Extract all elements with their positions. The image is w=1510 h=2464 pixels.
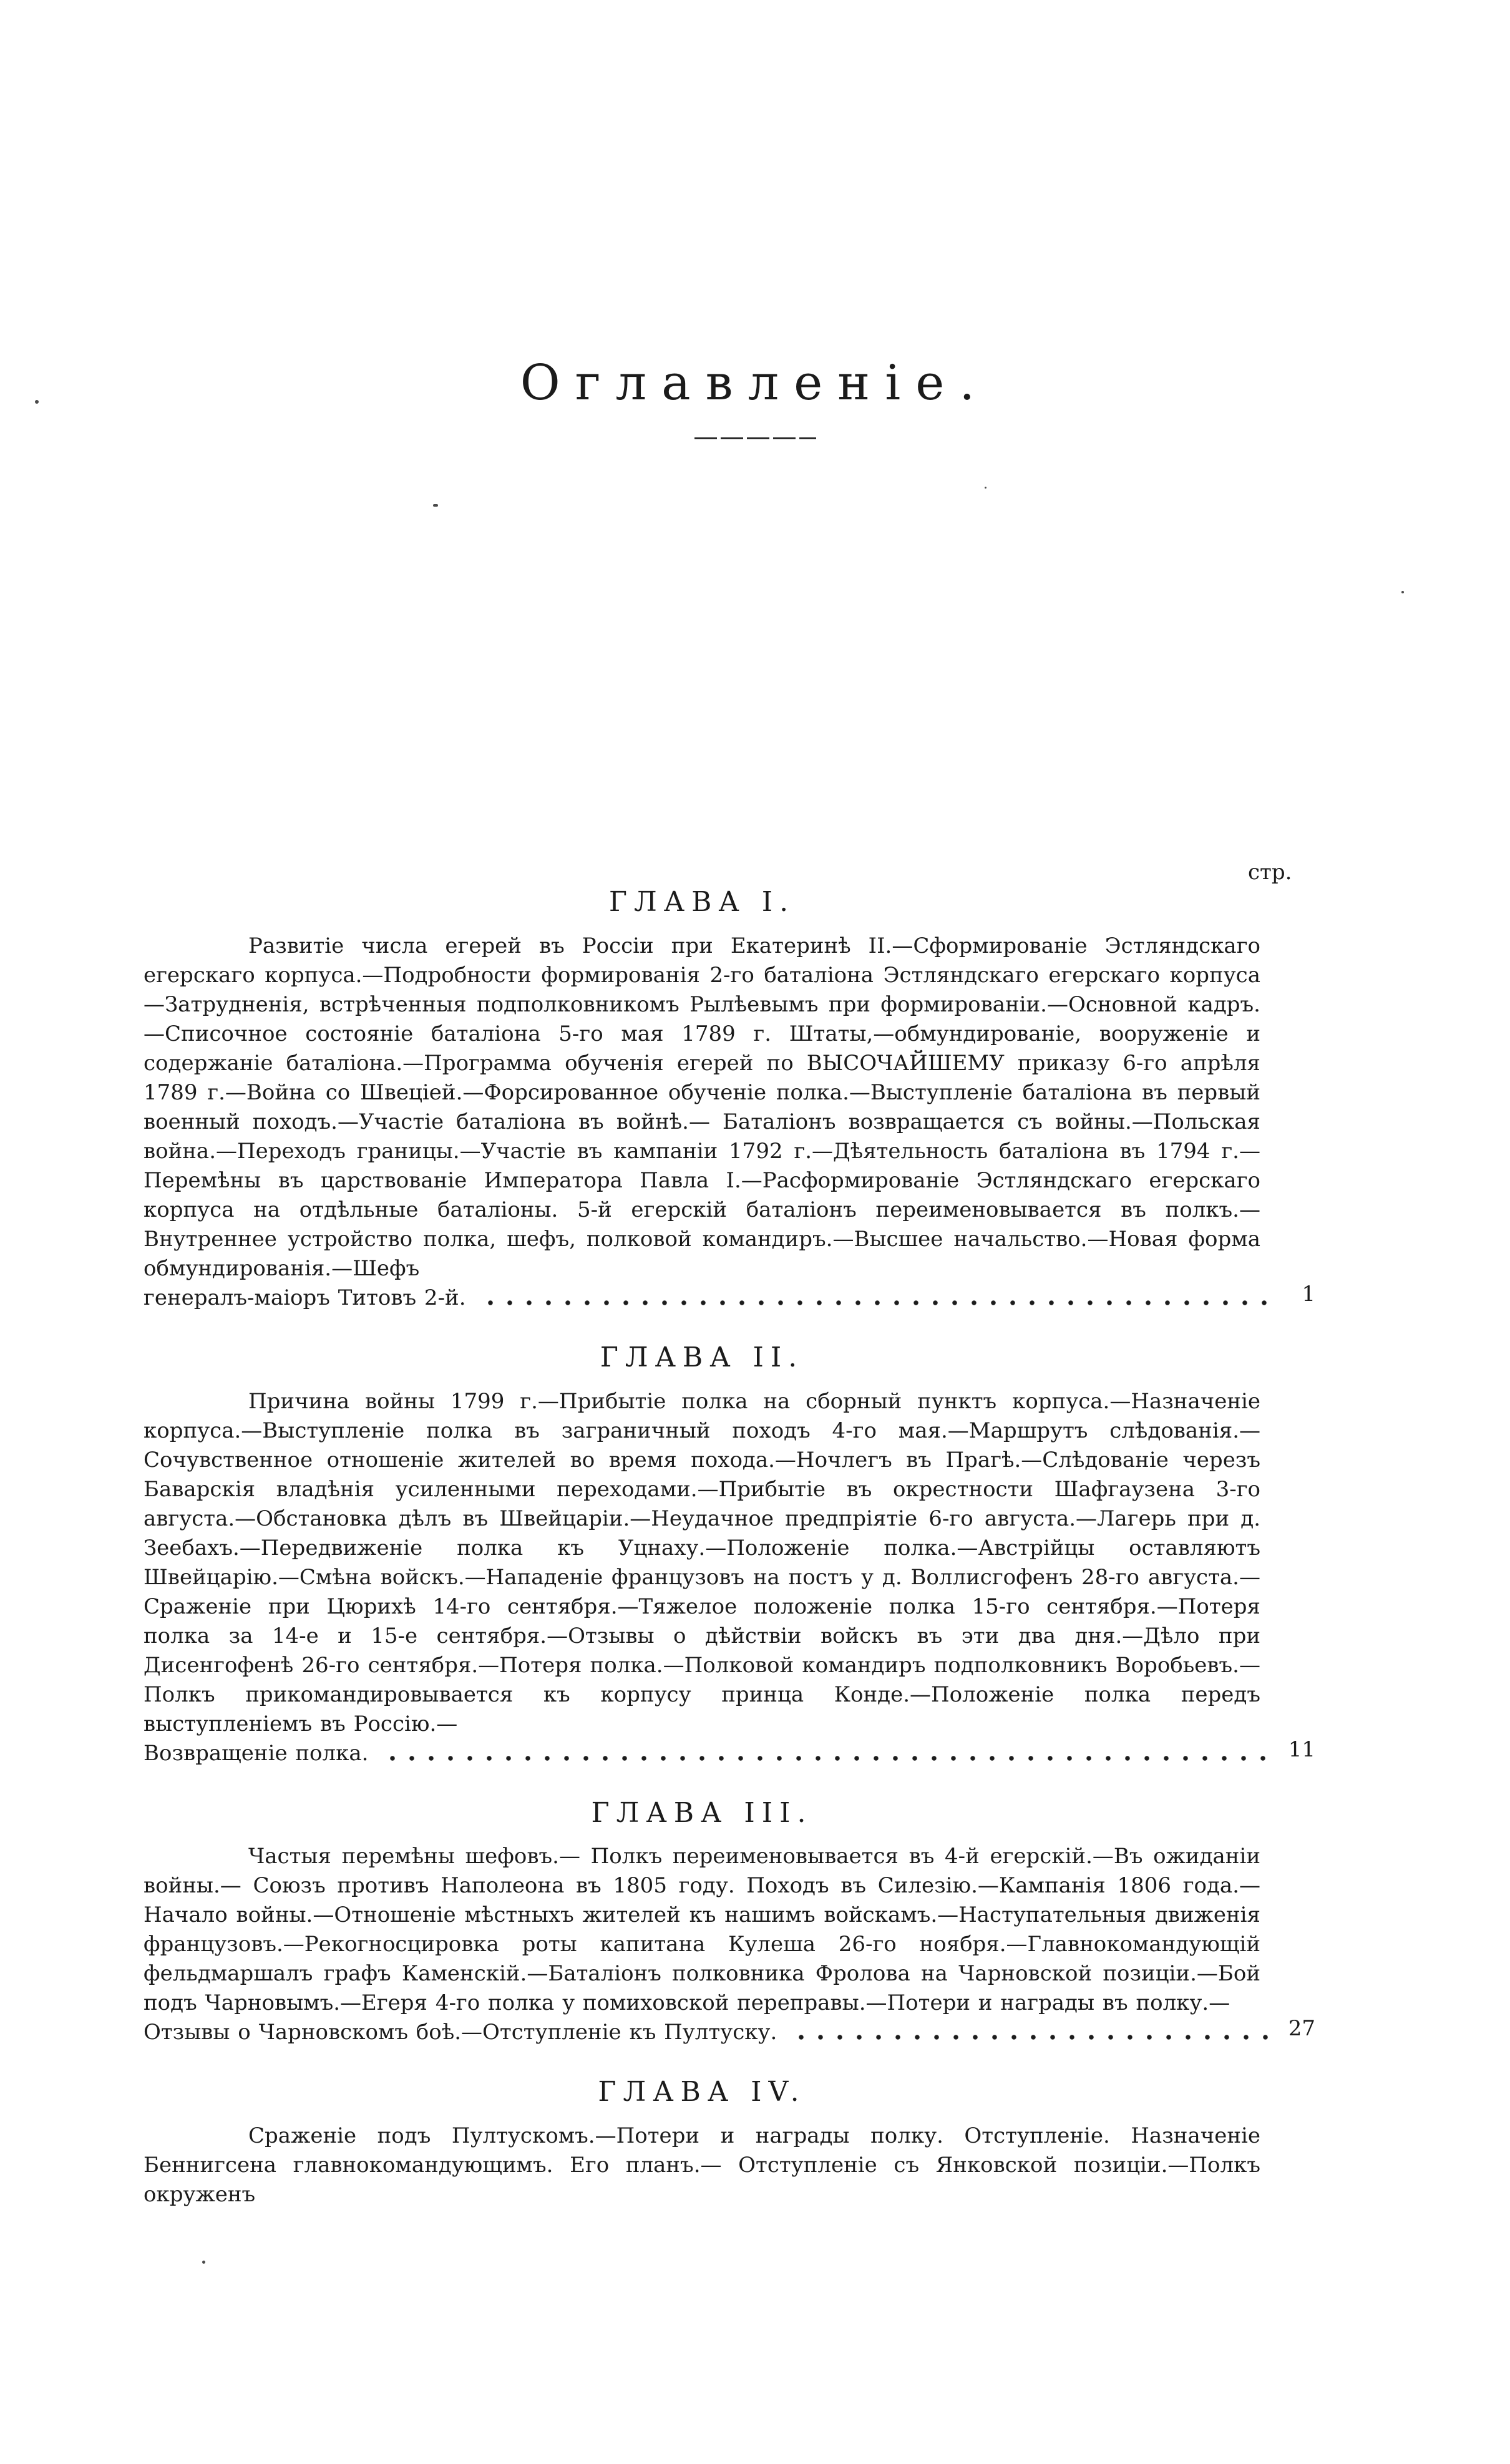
table-of-contents (144, 886, 1315, 2209)
toc-chapter-1 (144, 886, 1315, 1313)
chapter-heading: ГЛАВА I. (608, 886, 796, 918)
page-number: 27 (1288, 2016, 1315, 2042)
scan-speck (1401, 591, 1404, 593)
toc-chapter-2 (144, 1341, 1315, 1768)
page-column-header: стр. (1248, 860, 1292, 885)
chapter-heading: ГЛАВА II. (600, 1341, 804, 1373)
toc-entry-line (144, 1283, 1315, 1313)
chapter-summary-tail: Отзывы о Чарновскомъ боѣ.—Отступленіе къ Пултуску. (144, 2020, 777, 2045)
toc-entry-line (144, 1736, 1315, 1768)
dot-leader (798, 2034, 1268, 2041)
page-title: Оглавленіе. (520, 355, 990, 411)
dot-leader (487, 1300, 1268, 1307)
book-page (0, 355, 1510, 2464)
scan-speck (985, 487, 986, 489)
chapter-summary: Частыя перемѣны шефовъ.— Полкъ переименовывается въ 4-й егерскій.—Въ ожиданіи войны.— Союзъ противъ Наполеона въ 1805 году. Походъ въ Силезію.—Кампанія 1806 года.—Начало войны.—Отношеніе мѣстныхъ жителей къ нашимъ войскамъ.—Наступательныя движенія французовъ.—Рекогносцировка роты капитана Кулеша 26-го ноября.—Главнокомандующій фельдмаршалъ графъ Каменскій.—Баталіонъ полковника Фролова на Чарновской позиціи.—Бой подъ Чарновымъ.—Егеря 4-го полка у помиховской переправы.—Потери и награды въ полку.— (144, 1844, 1260, 2016)
toc-chapter-4 (144, 2076, 1260, 2209)
title-divider (694, 437, 816, 439)
chapter-summary-tail: Возвращеніе полка. (144, 1740, 369, 1766)
scan-speck (35, 400, 39, 404)
page-number: 11 (1288, 1736, 1315, 1762)
chapter-summary: Развитіе числа егерей въ Россіи при Екатеринѣ II.—Сформированіе Эстляндскаго егерскаго корпуса.—Подробности формированія 2-го баталіона Эстляндскаго егерскаго корпуса —Затрудненія, встрѣченныя подполковникомъ Рылѣевымъ при формированіи.—Основной кадръ.—Списочное состояніе баталіона 5-го мая 1789 г. Штаты,—обмундированіе, вооруженіе и содержаніе баталіона.—Программа обученія егерей по ВЫСОЧАЙШЕМУ приказу 6-го апрѣля 1789 г.—Война со Швеціей.—Форсированное обученіе полка.—Выступленіе баталіона въ первый военный походъ.—Участіе баталіона въ войнѣ.— Баталіонъ возвращается съ войны.—Польская война.—Переходъ границы.—Участіе въ кампаніи 1792 г.—Дѣятельность баталіона въ 1794 г.—Перемѣны въ царствованіе Императора Павла I.—Расформированіе Эстляндскаго егерскаго корпуса на отдѣльные баталіоны. 5-й егерскій баталіонъ переименовывается въ полкъ.— Внутреннее устройство полка, шефъ, полковой командиръ.—Высшее начальство.—Новая форма обмундированія.—Шефъ (144, 933, 1260, 1281)
chapter-summary: Причина войны 1799 г.—Прибытіе полка на сборный пунктъ корпуса.—Назначеніе корпуса.—Выступленіе полка въ заграничный походъ 4-го мая.—Маршрутъ слѣдованія.—Сочувственное отношеніе жителей во время похода.—Ночлегъ въ Прагѣ.—Слѣдованіе черезъ Баварскія владѣнія усиленными переходами.—Прибытіе въ окрестности Шафгаузена 3-го августа.—Обстановка дѣлъ въ Швейцаріи.—Неудачное предпріятіе 6-го августа.—Лагерь при д. Зеебахъ.—Передвиженіе полка къ Уцнаху.—Положеніе полка.—Австрійцы оставляютъ Швейцарію.—Смѣна войскъ.—Нападеніе французовъ на постъ у д. Воллисгофенъ 28-го августа.—Сраженіе при Цюрихѣ 14-го сентября.—Тяжелое положеніе полка 15-го сентября.—Потеря полка за 14-е и 15-е сентября.—Отзывы о дѣйствіи войскъ въ эти два дня.—Дѣло при Дисенгофенѣ 26-го сентября.—Потеря полка.—Полковой командиръ подполковникъ Воробьевъ.—Полкъ прикомандировывается къ корпусу принца Конде.—Положеніе полка передъ выступленіемъ въ Россію.— (144, 1388, 1260, 1736)
chapter-heading: ГЛАВА IV. (598, 2076, 806, 2108)
chapter-heading: ГЛАВА III. (591, 1796, 813, 1829)
scan-speck (202, 2261, 205, 2264)
page-number: 1 (1302, 1281, 1315, 1307)
chapter-summary-tail: генералъ-маіоръ Титовъ 2-й. (144, 1285, 466, 1310)
toc-entry-line (144, 2018, 1315, 2047)
scan-speck (433, 504, 438, 507)
chapter-summary: Сраженіе подъ Пултускомъ.—Потери и награды полку. Отступленіе. Назначеніе Беннигсена главнокомандующимъ. Его планъ.— Отступленіе съ Янковской позиціи.—Полкъ окруженъ (144, 2123, 1260, 2208)
dot-leader (389, 1755, 1268, 1762)
toc-chapter-3 (144, 1796, 1315, 2048)
